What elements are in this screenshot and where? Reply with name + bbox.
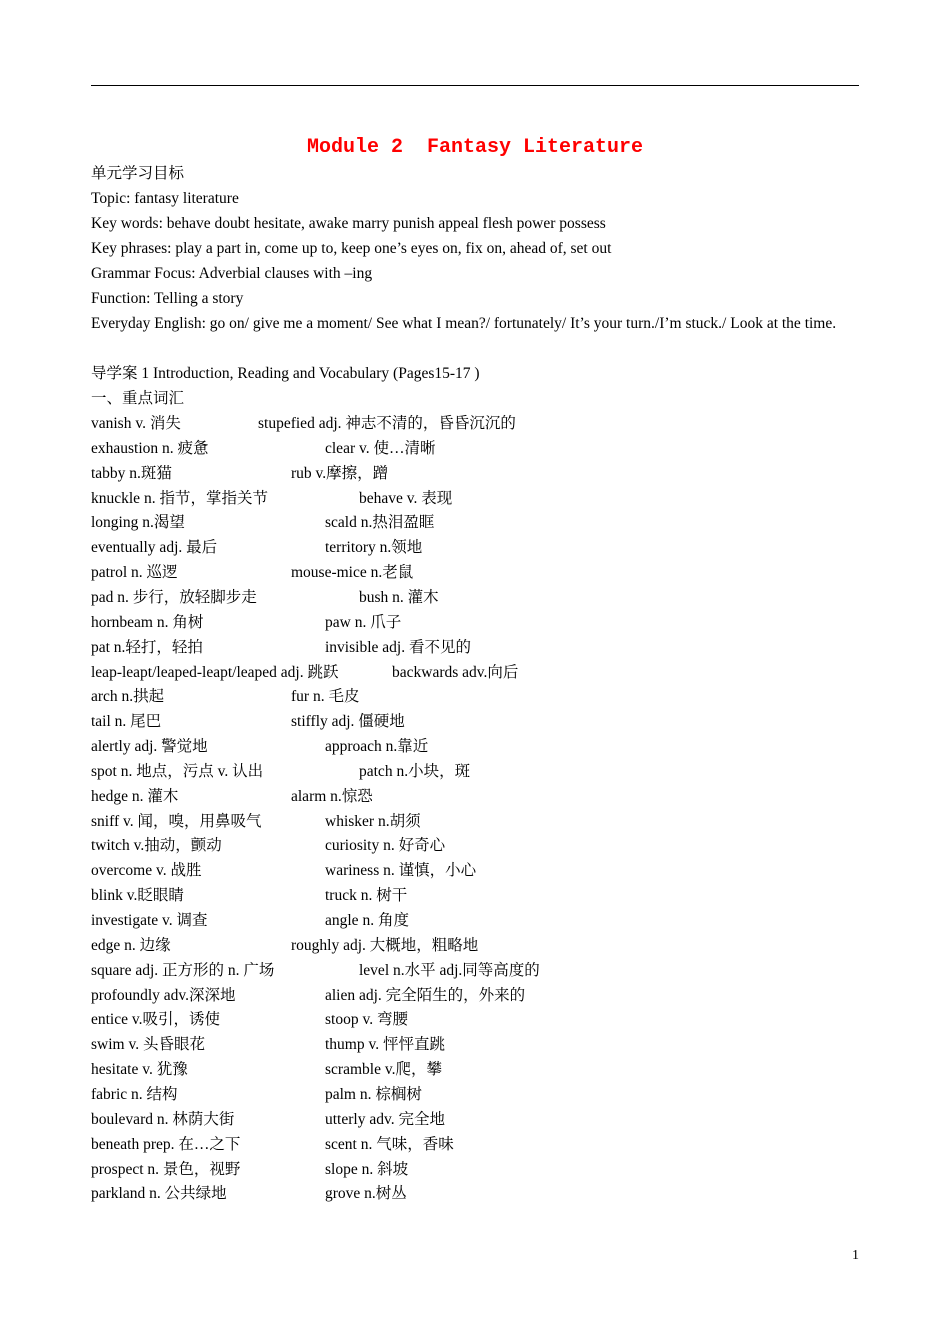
vocab-word: hedge n. 灌木 — [91, 788, 179, 805]
vocab-word: eventually adj. 最后 — [91, 539, 218, 556]
vocab-word: scent n. 气味，香味 — [325, 1136, 454, 1153]
vocab-word: sniff v. 闻，嗅，用鼻吸气 — [91, 813, 262, 830]
vocab-word: truck n. 树干 — [325, 887, 408, 904]
vocab-word: pad n. 步行，放轻脚步走 — [91, 589, 257, 606]
vocab-word: swim v. 头昏眼花 — [91, 1036, 205, 1053]
vocab-word: approach n.靠近 — [325, 738, 429, 755]
vocab-word: invisible adj. 看不见的 — [325, 639, 471, 656]
vocab-word: backwards adv.向后 — [392, 664, 519, 681]
vocab-word: curiosity n. 好奇心 — [325, 837, 446, 854]
vocab-word: boulevard n. 林荫大街 — [91, 1111, 235, 1128]
vocab-word: rub v.摩擦，蹭 — [291, 465, 389, 482]
vocab-word: tabby n.斑猫 — [91, 465, 172, 482]
vocab-word: behave v. 表现 — [359, 490, 453, 507]
vocab-word: palm n. 棕榈树 — [325, 1086, 422, 1103]
page-title: Module 2 Fantasy Literature — [306, 136, 644, 159]
vocab-word: hornbeam n. 角树 — [91, 614, 204, 631]
vocab-word: vanish v. 消失 — [91, 415, 181, 432]
vocab-word: level n.水平 adj.同等高度的 — [359, 962, 540, 979]
guide-heading: 导学案 1 Introduction, Reading and Vocabulary (Pages15-17 ) — [91, 365, 480, 382]
everyday-english: Everyday English: go on/ give me a moment/ See what I mean?/ fortunately/ It’s your turn./I’m stuck./ Look at the time. — [91, 315, 837, 332]
intro-line-grammar: Grammar Focus: Adverbial clauses with –ing — [91, 265, 373, 282]
vocab-word: exhaustion n. 疲惫 — [91, 440, 209, 457]
intro-line-key-words: Key words: behave doubt hesitate, awake marry punish appeal flesh power possess — [91, 215, 606, 232]
vocab-word: alertly adj. 警觉地 — [91, 738, 208, 755]
vocab-word: edge n. 边缘 — [91, 937, 171, 954]
vocab-word: entice v.吸引，诱使 — [91, 1011, 220, 1028]
vocab-word: mouse-mice n.老鼠 — [291, 564, 414, 581]
intro-line-key-phrases: Key phrases: play a part in, come up to, keep one’s eyes on, fix on, ahead of, set out — [91, 240, 612, 257]
page-number: 1 — [852, 1248, 859, 1263]
vocab-word: territory n.领地 — [325, 539, 423, 556]
vocab-word: pat n.轻打，轻拍 — [91, 639, 203, 656]
vocab-word: beneath prep. 在…之下 — [91, 1136, 241, 1153]
vocab-word: alarm n.惊恐 — [291, 788, 373, 805]
vocab-word: scald n.热泪盈眶 — [325, 514, 435, 531]
vocab-word: twitch v.抽动，颤动 — [91, 837, 222, 854]
vocab-word: blink v.眨眼睛 — [91, 887, 184, 904]
vocab-word: roughly adj. 大概地，粗略地 — [291, 937, 479, 954]
vocab-word: stiffly adj. 僵硬地 — [291, 713, 405, 730]
vocab-word: longing n.渴望 — [91, 514, 185, 531]
vocab-word: square adj. 正方形的 n. 广场 — [91, 962, 275, 979]
vocab-word: patch n.小块，斑 — [359, 763, 471, 780]
vocab-word: wariness n. 谨慎，小心 — [325, 862, 477, 879]
vocab-word: grove n.树丛 — [325, 1185, 407, 1202]
vocab-word: parkland n. 公共绿地 — [91, 1185, 227, 1202]
vocab-word: thump v. 怦怦直跳 — [325, 1036, 445, 1053]
vocab-word: alien adj. 完全陌生的，外来的 — [325, 987, 526, 1004]
vocab-word: fur n. 毛皮 — [291, 688, 360, 705]
vocab-word: prospect n. 景色，视野 — [91, 1161, 241, 1178]
vocab-word: paw n. 爪子 — [325, 614, 402, 631]
intro-line-topic: Topic: fantasy literature — [91, 190, 239, 207]
vocab-word: investigate v. 调查 — [91, 912, 208, 929]
vocab-word: angle n. 角度 — [325, 912, 409, 929]
vocab-word: overcome v. 战胜 — [91, 862, 202, 879]
vocab-word: clear v. 使…清晰 — [325, 440, 436, 457]
vocab-word: leap-leapt/leaped-leapt/leaped adj. 跳跃 — [91, 664, 339, 681]
section-heading: 一、重点词汇 — [91, 390, 185, 407]
vocab-word: hesitate v. 犹豫 — [91, 1061, 188, 1078]
vocab-word: fabric n. 结构 — [91, 1086, 178, 1103]
vocab-word: arch n.拱起 — [91, 688, 165, 705]
vocab-word: slope n. 斜坡 — [325, 1161, 409, 1178]
vocab-word: stoop v. 弯腰 — [325, 1011, 408, 1028]
vocab-word: whisker n.胡须 — [325, 813, 421, 830]
vocab-word: scramble v.爬，攀 — [325, 1061, 442, 1078]
intro-line-function: Function: Telling a story — [91, 290, 244, 307]
vocab-word: knuckle n. 指节，掌指关节 — [91, 490, 268, 507]
intro-line-goals: 单元学习目标 — [91, 165, 185, 182]
vocab-word: tail n. 尾巴 — [91, 713, 162, 730]
vocab-word: patrol n. 巡逻 — [91, 564, 178, 581]
vocab-word: bush n. 灌木 — [359, 589, 439, 606]
vocab-word: spot n. 地点，污点 v. 认出 — [91, 763, 264, 780]
vocab-word: profoundly adv.深深地 — [91, 987, 236, 1004]
vocab-word: stupefied adj. 神志不清的，昏昏沉沉的 — [258, 415, 516, 432]
vocab-word: utterly adv. 完全地 — [325, 1111, 445, 1128]
